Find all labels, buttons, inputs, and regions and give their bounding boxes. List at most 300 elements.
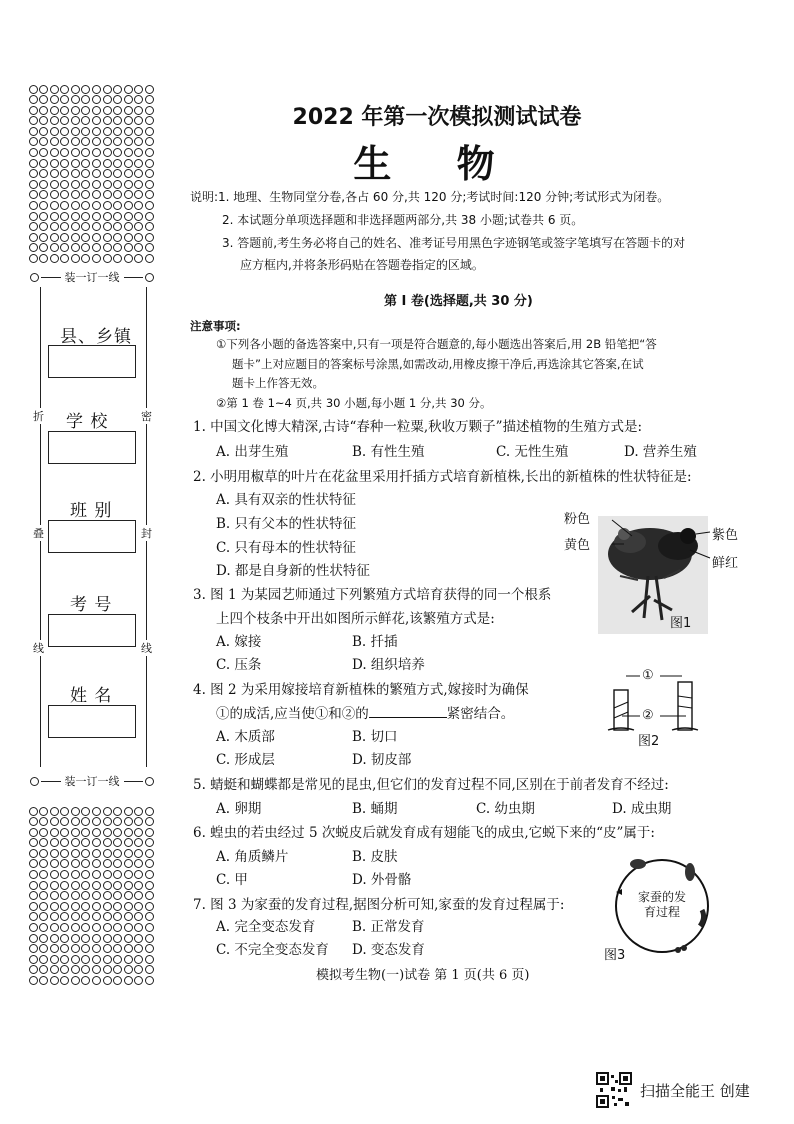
instruction-line-1: 说明:1. 地理、生物同堂分卷,各占 60 分,共 120 分;考试时间:120 分钟;考试形式为闭卷。 <box>190 190 670 204</box>
perforation-dot <box>124 201 133 210</box>
perforation-dot <box>103 201 112 210</box>
perforation-dot <box>39 965 48 974</box>
field-box-township[interactable] <box>48 345 136 378</box>
perforation-dot <box>103 807 112 816</box>
perforation-dot <box>103 212 112 221</box>
perforation-dot <box>39 201 48 210</box>
perforation-dot <box>92 976 101 985</box>
perforation-dot <box>134 212 143 221</box>
perforation-dot <box>81 807 90 816</box>
instruction-line-4: 应方框内,并将条形码贴在答题卷指定的区域。 <box>240 258 484 272</box>
perforation-dot <box>81 976 90 985</box>
perforation-dots-bottom <box>28 806 156 986</box>
perforation-dot <box>29 965 38 974</box>
section-title: 第 Ⅰ 卷(选择题,共 30 分) <box>384 294 533 309</box>
perforation-dot <box>60 817 69 826</box>
perforation-dot <box>60 190 69 199</box>
perforation-dot <box>92 201 101 210</box>
field-label-township: 县、乡镇 <box>60 327 132 347</box>
perforation-dot <box>134 859 143 868</box>
perforation-dot <box>113 254 122 263</box>
perforation-dot <box>71 838 80 847</box>
perforation-dot <box>145 891 154 900</box>
perforation-dot <box>29 243 38 252</box>
perforation-dot <box>81 254 90 263</box>
perforation-dot <box>29 85 38 94</box>
perforation-dot <box>124 976 133 985</box>
notes-title: 注意事项: <box>190 319 241 333</box>
perforation-dot <box>103 849 112 858</box>
perforation-dot <box>71 190 80 199</box>
perforation-dot <box>71 955 80 964</box>
perforation-dot <box>103 838 112 847</box>
perforation-dot <box>113 881 122 890</box>
q7-option-d[interactable]: D. 变态发育 <box>352 942 425 958</box>
perforation-dot <box>81 212 90 221</box>
perforation-dot <box>113 201 122 210</box>
perforation-dot <box>145 923 154 932</box>
fig3-center-line-1: 家蚕的发 <box>637 890 686 904</box>
perforation-dot <box>39 243 48 252</box>
perforation-dot <box>60 902 69 911</box>
perforation-dot <box>50 891 59 900</box>
perforation-dot <box>29 222 38 231</box>
q5-option-a[interactable]: A. 卵期 <box>216 801 262 817</box>
figure-2 <box>600 668 710 750</box>
fig3-center-line-2: 育过程 <box>643 905 680 919</box>
perforation-dot <box>60 965 69 974</box>
perforation-dot <box>124 881 133 890</box>
perforation-dot <box>145 201 154 210</box>
perforation-dot <box>134 955 143 964</box>
note-2: ②第 1 卷 1~4 页,共 30 小题,每小题 1 分,共 30 分。 <box>216 396 492 410</box>
perforation-dot <box>124 817 133 826</box>
perforation-dot <box>134 902 143 911</box>
q4-stem-post: 紧密结合。 <box>446 706 515 722</box>
perforation-dot <box>113 849 122 858</box>
perforation-dot <box>134 254 143 263</box>
perforation-dot <box>124 838 133 847</box>
perforation-dot <box>113 807 122 816</box>
q1-option-a[interactable]: A. 出芽生殖 <box>216 444 289 460</box>
question-4-stem-line-2 <box>216 705 514 722</box>
perforation-dot <box>134 976 143 985</box>
perforation-dot <box>124 190 133 199</box>
perforation-dot <box>113 902 122 911</box>
perforation-dot <box>60 212 69 221</box>
perforation-dot <box>124 955 133 964</box>
perforation-dot <box>124 934 133 943</box>
perforation-dot <box>29 976 38 985</box>
q2-option-b[interactable]: B. 只有父本的性状特征 <box>216 516 357 532</box>
perforation-dot <box>50 817 59 826</box>
side-char-left-3: 线 <box>33 642 44 655</box>
field-label-school: 学 校 <box>66 412 109 432</box>
q7-option-a[interactable]: A. 完全变态发育 <box>216 919 316 935</box>
perforation-dot <box>39 817 48 826</box>
perforation-dot <box>50 243 59 252</box>
perforation-dot <box>124 222 133 231</box>
perforation-dot <box>71 870 80 879</box>
q2-option-c[interactable]: C. 只有母本的性状特征 <box>216 540 356 556</box>
binding-line-top-label: 装一订一线 <box>64 271 120 284</box>
field-box-name[interactable] <box>48 705 136 738</box>
perforation-dot <box>92 849 101 858</box>
perforation-dot <box>50 955 59 964</box>
perforation-dot <box>39 923 48 932</box>
perforation-dot <box>71 902 80 911</box>
perforation-dot <box>124 965 133 974</box>
perforation-dot <box>81 828 90 837</box>
perforation-dot <box>39 934 48 943</box>
perforation-dot <box>145 85 154 94</box>
perforation-dot <box>81 944 90 953</box>
perforation-dot <box>134 934 143 943</box>
question-3-stem-line-1: 3. 图 1 为某园艺师通过下列繁殖方式培育获得的同一个根系 <box>193 587 552 603</box>
perforation-dot <box>50 201 59 210</box>
perforation-dot <box>60 891 69 900</box>
perforation-dot <box>71 201 80 210</box>
perforation-dot <box>92 807 101 816</box>
perforation-dot <box>145 243 154 252</box>
perforation-dot <box>124 85 133 94</box>
perforation-dot <box>29 859 38 868</box>
perforation-dot <box>39 838 48 847</box>
perforation-dot <box>113 190 122 199</box>
q6-option-c[interactable]: C. 甲 <box>216 872 248 888</box>
perforation-dot <box>29 201 38 210</box>
perforation-dot <box>113 828 122 837</box>
side-char-left-2: 叠 <box>33 527 44 540</box>
perforation-dot <box>29 912 38 921</box>
perforation-dot <box>134 807 143 816</box>
q5-option-d[interactable]: D. 成虫期 <box>612 801 672 817</box>
perforation-dot <box>29 838 38 847</box>
perforation-dot <box>39 976 48 985</box>
perforation-dot <box>29 934 38 943</box>
fig1-label-red: 鲜红 <box>712 556 739 571</box>
perforation-dot <box>71 828 80 837</box>
fig2-label-1: ① <box>642 668 654 683</box>
page-footer: 模拟考生物(一)试卷 第 1 页(共 6 页) <box>316 968 530 983</box>
perforation-dot <box>145 881 154 890</box>
perforation-dot <box>29 828 38 837</box>
perforation-dot <box>145 944 154 953</box>
perforation-dot <box>81 85 90 94</box>
perforation-dot <box>39 807 48 816</box>
perforation-dot <box>60 976 69 985</box>
perforation-dot <box>92 870 101 879</box>
perforation-dot <box>81 222 90 231</box>
perforation-dot <box>92 243 101 252</box>
perforation-dot <box>50 212 59 221</box>
side-char-right-1: 密 <box>141 410 152 423</box>
perforation-dot <box>113 934 122 943</box>
q1-option-b[interactable]: B. 有性生殖 <box>352 444 425 460</box>
perforation-dot <box>81 923 90 932</box>
q3-option-a[interactable]: A. 嫁接 <box>216 634 262 650</box>
perforation-dot <box>103 955 112 964</box>
perforation-dot <box>81 965 90 974</box>
perforation-dot <box>71 976 80 985</box>
perforation-dot <box>145 965 154 974</box>
perforation-dot <box>50 944 59 953</box>
perforation-dot <box>145 190 154 199</box>
perforation-dot <box>50 838 59 847</box>
perforation-dot <box>60 912 69 921</box>
perforation-dot <box>124 212 133 221</box>
perforation-dot <box>50 965 59 974</box>
perforation-dot <box>134 233 143 242</box>
perforation-dot <box>81 190 90 199</box>
q5-option-b[interactable]: B. 蛹期 <box>352 801 398 817</box>
fig3-center-text <box>624 890 700 920</box>
perforation-dot <box>124 807 133 816</box>
perforation-dot <box>134 85 143 94</box>
question-1-stem: 1. 中国文化博大精深,古诗“春种一粒粟,秋收万颗子”描述植物的生殖方式是: <box>193 419 643 435</box>
perforation-dot <box>92 912 101 921</box>
perforation-dot <box>92 212 101 221</box>
q4-option-a[interactable]: A. 木质部 <box>216 729 275 745</box>
perforation-dot <box>29 923 38 932</box>
perforation-dot <box>71 923 80 932</box>
perforation-dot <box>113 859 122 868</box>
perforation-dot <box>60 870 69 879</box>
perforation-dot <box>113 923 122 932</box>
q1-option-c[interactable]: C. 无性生殖 <box>496 444 569 460</box>
field-label-name: 姓 名 <box>70 686 113 706</box>
perforation-dot <box>81 817 90 826</box>
perforation-dot <box>134 912 143 921</box>
perforation-dot <box>92 838 101 847</box>
q3-option-c[interactable]: C. 压条 <box>216 657 262 673</box>
perforation-dot <box>124 891 133 900</box>
perforation-dot <box>39 849 48 858</box>
q7-option-c[interactable]: C. 不完全变态发育 <box>216 942 329 958</box>
perforation-dot <box>124 944 133 953</box>
perforation-dot <box>29 849 38 858</box>
perforation-dot <box>113 944 122 953</box>
perforation-dot <box>39 881 48 890</box>
binding-line-top <box>30 270 154 284</box>
perforation-dot <box>39 944 48 953</box>
fig2-label-2: ② <box>642 708 654 723</box>
perforation-dot <box>81 902 90 911</box>
fig1-label-purple: 紫色 <box>712 528 739 543</box>
perforation-dot <box>124 849 133 858</box>
q4-answer-blank[interactable] <box>369 705 447 718</box>
q2-option-d[interactable]: D. 都是自身新的性状特征 <box>216 563 370 579</box>
field-box-school[interactable] <box>48 431 136 464</box>
perforation-dot <box>81 955 90 964</box>
perforation-dot <box>134 828 143 837</box>
q5-option-c[interactable]: C. 幼虫期 <box>476 801 535 817</box>
perforation-dot <box>103 976 112 985</box>
perforation-dot <box>103 222 112 231</box>
perforation-dot <box>124 912 133 921</box>
question-6-stem: 6. 蝗虫的若虫经过 5 次蜕皮后就发育成有翅能飞的成虫,它蜕下来的“皮”属于: <box>193 825 655 841</box>
perforation-dot <box>134 870 143 879</box>
q3-option-d[interactable]: D. 组织培养 <box>352 657 425 673</box>
perforation-dot <box>39 85 48 94</box>
q3-option-b[interactable]: B. 扦插 <box>352 634 398 650</box>
question-4-stem-line-1: 4. 图 2 为采用嫁接培育新植株的繁殖方式,嫁接时为确保 <box>193 682 529 698</box>
note-1-line-1: ①下列各小题的备选答案中,只有一项是符合题意的,每小题选出答案后,用 2B 铅笔把“答 <box>216 337 657 351</box>
instruction-line-2: 2. 本试题分单项选择题和非选择题两部分,共 38 小题;试卷共 6 页。 <box>222 213 584 227</box>
perforation-dot <box>60 944 69 953</box>
perforation-dot <box>29 870 38 879</box>
perforation-dot <box>81 838 90 847</box>
perforation-dot <box>103 254 112 263</box>
perforation-dot <box>60 881 69 890</box>
perforation-dot <box>71 817 80 826</box>
perforation-dot <box>92 902 101 911</box>
q1-option-d[interactable]: D. 营养生殖 <box>624 444 697 460</box>
field-label-exam-number: 考 号 <box>70 595 113 615</box>
perforation-dot <box>103 944 112 953</box>
q2-option-a[interactable]: A. 具有双亲的性状特征 <box>216 492 356 508</box>
perforation-dot <box>50 807 59 816</box>
perforation-dot <box>50 233 59 242</box>
perforation-dot <box>81 891 90 900</box>
perforation-dot <box>113 838 122 847</box>
q7-option-b[interactable]: B. 正常发育 <box>352 919 425 935</box>
perforation-dot <box>29 254 38 263</box>
perforation-dot <box>134 201 143 210</box>
perforation-dot <box>50 902 59 911</box>
perforation-dot <box>92 923 101 932</box>
perforation-dot <box>134 838 143 847</box>
perforation-dot <box>145 976 154 985</box>
perforation-dot <box>50 870 59 879</box>
q4-option-c[interactable]: C. 形成层 <box>216 752 275 768</box>
perforation-dot <box>50 881 59 890</box>
perforation-dot <box>39 190 48 199</box>
question-5-stem: 5. 蜻蜓和蝴蝶都是常见的昆虫,但它们的发育过程不同,区别在于前者发育不经过: <box>193 777 669 793</box>
perforation-dot <box>39 859 48 868</box>
perforation-dot <box>71 849 80 858</box>
perforation-dot <box>145 902 154 911</box>
subject-title: 生 物 <box>353 141 521 186</box>
q4-option-b[interactable]: B. 切口 <box>352 729 398 745</box>
field-box-class[interactable] <box>48 520 136 553</box>
perforation-dot <box>39 912 48 921</box>
perforation-dot <box>92 828 101 837</box>
note-1-line-2: 题卡”上对应题目的答案标号涂黑,如需改动,用橡皮擦干净后,再选涂其它答案,在试 <box>232 357 644 371</box>
perforation-dot <box>29 891 38 900</box>
perforation-dot <box>60 923 69 932</box>
perforation-dot <box>134 190 143 199</box>
perforation-dot <box>60 934 69 943</box>
perforation-dot <box>39 212 48 221</box>
perforation-dot <box>113 955 122 964</box>
perforation-dot <box>81 881 90 890</box>
q6-option-a[interactable]: A. 角质鳞片 <box>216 849 289 865</box>
perforation-dot <box>103 923 112 932</box>
fig1-label-yellow: 黄色 <box>564 538 591 553</box>
perforation-dot <box>92 85 101 94</box>
perforation-dot <box>81 243 90 252</box>
perforation-dot <box>71 965 80 974</box>
perforation-dot <box>60 807 69 816</box>
perforation-dot <box>92 817 101 826</box>
field-box-exam-number[interactable] <box>48 614 136 647</box>
perforation-dot <box>29 190 38 199</box>
perforation-dot <box>145 212 154 221</box>
perforation-dot <box>60 838 69 847</box>
perforation-dot <box>103 965 112 974</box>
perforation-dot <box>134 923 143 932</box>
perforation-dot <box>124 902 133 911</box>
perforation-dot <box>145 233 154 242</box>
perforation-dot <box>60 955 69 964</box>
perforation-dot <box>103 233 112 242</box>
perforation-dot <box>71 891 80 900</box>
perforation-dot <box>145 870 154 879</box>
perforation-dot <box>29 955 38 964</box>
perforation-dot <box>145 859 154 868</box>
perforation-dot <box>92 955 101 964</box>
fig1-label-pink: 粉色 <box>564 512 591 527</box>
q6-option-b[interactable]: B. 皮肤 <box>352 849 398 865</box>
perforation-dot <box>124 233 133 242</box>
side-char-right-3: 线 <box>141 642 152 655</box>
perforation-dot <box>103 902 112 911</box>
perforation-dot <box>60 222 69 231</box>
perforation-dot <box>145 807 154 816</box>
perforation-dot <box>124 254 133 263</box>
fig2-caption: 图2 <box>638 734 660 749</box>
perforation-dot <box>113 233 122 242</box>
q6-option-d[interactable]: D. 外骨骼 <box>352 872 412 888</box>
perforation-dot <box>145 222 154 231</box>
perforation-dot <box>145 955 154 964</box>
perforation-dot <box>113 870 122 879</box>
perforation-dot <box>113 222 122 231</box>
perforation-dot <box>92 891 101 900</box>
perforation-dot <box>60 233 69 242</box>
perforation-dot <box>71 934 80 943</box>
figure-3 <box>598 850 718 962</box>
q4-stem-pre: ①的成活,应当使①和②的 <box>216 706 369 722</box>
perforation-dot <box>29 944 38 953</box>
perforation-dot <box>145 934 154 943</box>
perforation-dot <box>92 190 101 199</box>
perforation-dot <box>60 849 69 858</box>
question-2-stem: 2. 小明用椒草的叶片在花盆里采用扦插方式培育新植株,长出的新植株的性状特征是: <box>193 469 692 485</box>
perforation-dot <box>71 233 80 242</box>
perforation-dot <box>103 934 112 943</box>
perforation-dot <box>113 965 122 974</box>
perforation-dot <box>124 859 133 868</box>
side-char-right-2: 封 <box>141 527 152 540</box>
perforation-dot <box>92 254 101 263</box>
perforation-dot <box>103 817 112 826</box>
perforation-dot <box>29 233 38 242</box>
perforation-dot <box>134 881 143 890</box>
exam-title: 2022 年第一次模拟测试试卷 <box>292 105 582 130</box>
perforation-dot <box>81 201 90 210</box>
fig1-caption: 图1 <box>670 616 692 631</box>
perforation-dot <box>81 870 90 879</box>
perforation-dot <box>92 222 101 231</box>
perforation-dot <box>103 828 112 837</box>
q4-option-d[interactable]: D. 韧皮部 <box>352 752 412 768</box>
fig3-caption: 图3 <box>604 948 626 963</box>
perforation-dot <box>60 828 69 837</box>
perforation-dot <box>92 944 101 953</box>
perforation-dot <box>60 201 69 210</box>
